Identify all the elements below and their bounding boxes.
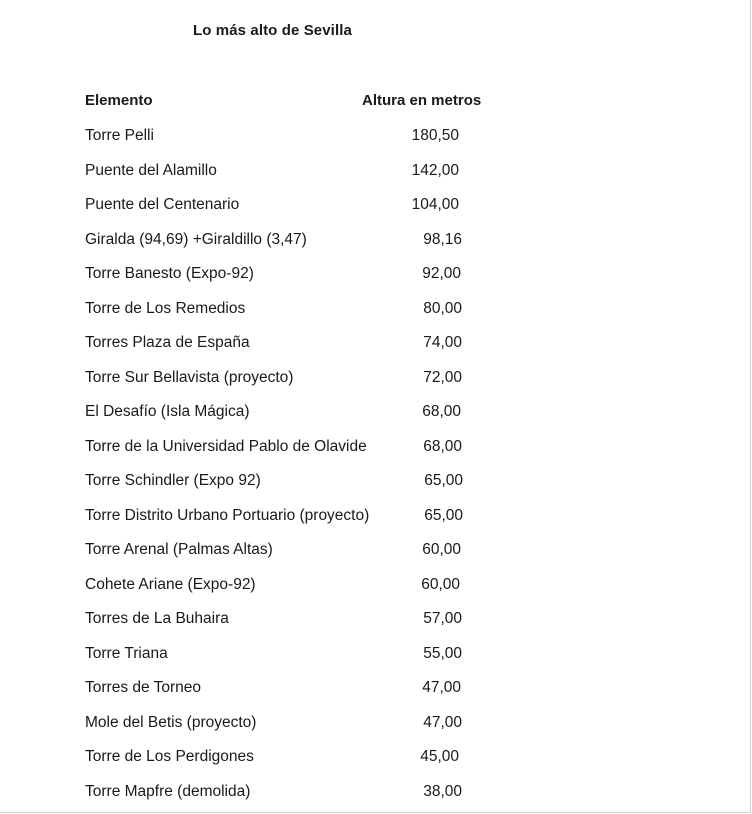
table-row (0, 676, 750, 711)
table-row (0, 159, 750, 194)
page-title: Lo más alto de Sevilla (193, 22, 352, 39)
element-height: 47,00 (422, 679, 461, 696)
element-height: 45,00 (420, 748, 459, 765)
table-row (0, 228, 750, 263)
element-height: 180,50 (411, 127, 459, 144)
element-name: Giralda (94,69) +Giraldillo (3,47) (85, 230, 307, 248)
element-height: 60,00 (422, 541, 461, 558)
element-name: Torres de Torneo (85, 679, 202, 696)
element-name: Torre Triana (85, 644, 168, 662)
table-row (0, 193, 750, 228)
element-height: 57,00 (423, 610, 462, 627)
element-height: 55,00 (423, 644, 462, 662)
element-name: Mole del Betis (proyecto) (85, 713, 257, 731)
element-height: 92,00 (422, 265, 461, 282)
height-table (0, 124, 750, 814)
table-row (0, 469, 750, 504)
table-row (0, 745, 750, 780)
table-row (0, 642, 750, 677)
table-row (0, 573, 750, 608)
element-name: Puente del Alamillo (85, 161, 217, 179)
element-name: Torre Pelli (85, 127, 154, 144)
table-row (0, 262, 750, 297)
table-row (0, 331, 750, 366)
element-name: Torre de la Universidad Pablo de Olavide (85, 437, 367, 455)
element-height: 74,00 (423, 334, 462, 351)
element-height: 65,00 (424, 506, 463, 524)
element-name: Torres Plaza de España (85, 334, 250, 351)
element-name: Torre Schindler (Expo 92) (85, 472, 261, 489)
element-name: Torre de Los Perdigones (85, 748, 254, 765)
table-row (0, 504, 750, 539)
element-height: 60,00 (421, 575, 460, 593)
element-height: 142,00 (411, 161, 459, 179)
element-name: Torre Sur Bellavista (proyecto) (85, 368, 294, 386)
table-row (0, 400, 750, 435)
element-name: Cohete Ariane (Expo-92) (85, 575, 256, 593)
column-header-element: Elemento (85, 92, 153, 109)
element-height: 98,16 (423, 230, 462, 248)
table-row (0, 780, 750, 814)
element-height: 104,00 (411, 196, 459, 213)
table-row (0, 297, 750, 332)
table-row (0, 435, 750, 470)
element-name: Puente del Centenario (85, 196, 240, 213)
table-row (0, 538, 750, 573)
element-height: 68,00 (423, 437, 462, 455)
element-name: Torre Mapfre (demolida) (85, 782, 251, 800)
table-row (0, 711, 750, 746)
table-row (0, 607, 750, 642)
element-height: 65,00 (424, 472, 463, 489)
element-name: Torre de Los Remedios (85, 299, 246, 317)
element-name: El Desafío (Isla Mágica) (85, 403, 250, 420)
element-height: 80,00 (423, 299, 462, 317)
table-row (0, 366, 750, 401)
element-name: Torre Banesto (Expo-92) (85, 265, 254, 282)
element-name: Torres de La Buhaira (85, 610, 229, 627)
element-name: Torre Arenal (Palmas Altas) (85, 541, 273, 558)
element-height: 47,00 (423, 713, 462, 731)
column-header-height: Altura en metros (362, 92, 482, 109)
element-height: 68,00 (422, 403, 461, 420)
table-row (0, 124, 750, 159)
element-height: 72,00 (423, 368, 462, 386)
element-height: 38,00 (423, 782, 462, 800)
element-name: Torre Distrito Urbano Portuario (proyecto) (85, 506, 370, 524)
